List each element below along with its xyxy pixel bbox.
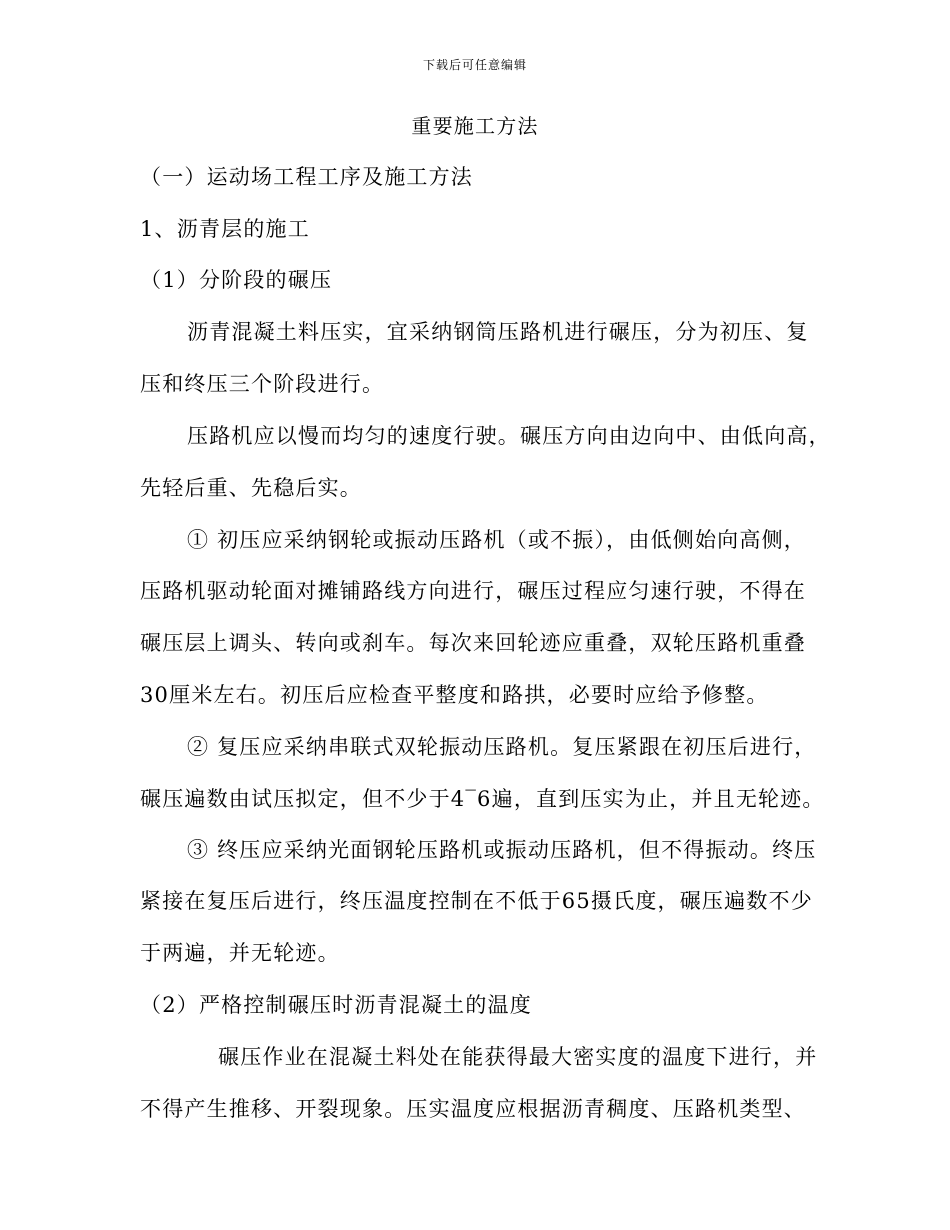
- section-heading-1: （一）运动场工程工序及施工方法: [140, 165, 473, 189]
- page-header-note: 下载后可任意编辑: [422, 58, 527, 72]
- paragraph-line: 压路机应以慢而均匀的速度行驶。碾压方向由边向中、由低向高，: [187, 424, 831, 448]
- paragraph-line: ③ 终压应采纳光面钢轮压路机或振动压路机，但不得振动。终压: [187, 838, 817, 862]
- subsection-heading-2: （2）严格控制碾压时沥青混凝土的温度: [140, 993, 532, 1017]
- paragraph-line: 先轻后重、先稳后实。: [140, 476, 362, 500]
- section-heading-2: 1、沥青层的施工: [140, 217, 310, 241]
- paragraph-line: 碾压遍数由试压拟定，但不少于4‾6遍，直到压实为止，并且无轮迹。: [140, 787, 825, 811]
- paragraph-line: 碾压作业在混凝土料处在能获得最大密实度的温度下进行，并: [218, 1045, 818, 1069]
- paragraph-line: ① 初压应采纳钢轮或振动压路机（或不振），由低侧始向高侧，: [187, 528, 806, 552]
- paragraph-line: 不得产生推移、开裂现象。压实温度应根据沥青稠度、压路机类型、: [140, 1097, 806, 1121]
- paragraph-line: 沥青混凝土料压实，宜采纳钢筒压路机进行碾压，分为初压、复: [187, 320, 809, 344]
- paragraph-line: 紧接在复压后进行，终压温度控制在不低于65摄氏度，碾压遍数不少: [140, 889, 813, 913]
- document-title: 重要施工方法: [411, 114, 539, 138]
- paragraph-line: 压和终压三个阶段进行。: [140, 372, 385, 396]
- subsection-heading-1: （1）分阶段的碾压: [140, 268, 333, 292]
- paragraph-line: 30厘米左右。初压后应检查平整度和路拱，必要时应给予修整。: [140, 683, 769, 707]
- paragraph-line: ② 复压应采纳串联式双轮振动压路机。复压紧跟在初压后进行，: [187, 735, 817, 759]
- paragraph-line: 于两遍，并无轮迹。: [140, 941, 340, 965]
- paragraph-line: 压路机驱动轮面对摊铺路线方向进行，碾压过程应匀速行驶，不得在: [140, 579, 806, 603]
- paragraph-line: 碾压层上调头、转向或刹车。每次来回轮迹应重叠，双轮压路机重叠: [140, 631, 806, 655]
